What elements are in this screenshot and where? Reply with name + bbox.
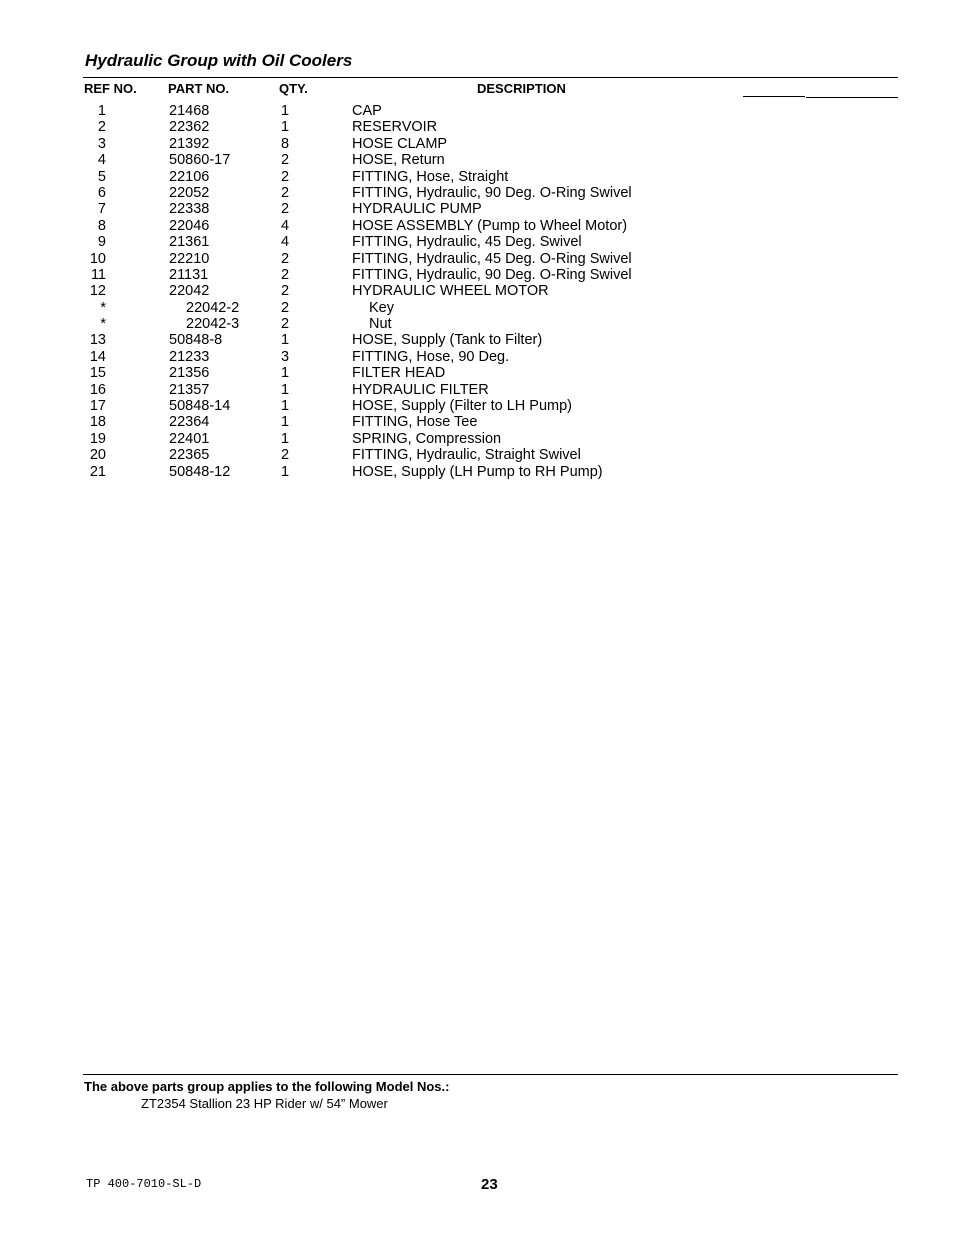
parts-row xyxy=(0,169,954,185)
part-no-cell: 50848-8 xyxy=(169,332,223,349)
document-code: TP 400-7010-SL-D xyxy=(86,1177,202,1191)
description-cell: FITTING, Hose Tee xyxy=(352,414,478,431)
column-header-part-no: PART NO. xyxy=(168,81,230,96)
part-no-cell: 22401 xyxy=(169,430,210,447)
qty-cell: 3 xyxy=(281,348,290,365)
qty-cell: 2 xyxy=(281,299,290,316)
qty-cell: 2 xyxy=(281,316,290,333)
description-cell: RESERVOIR xyxy=(352,119,438,136)
description-cell: HOSE, Supply (Tank to Filter) xyxy=(352,332,543,349)
parts-row xyxy=(0,234,954,250)
description-cell: HOSE CLAMP xyxy=(352,135,448,152)
ref-no-cell: 5 xyxy=(97,168,106,185)
description-cell: FITTING, Hydraulic, 45 Deg. Swivel xyxy=(352,234,582,251)
ref-no-cell: 12 xyxy=(89,283,106,300)
parts-row xyxy=(0,267,954,283)
qty-cell: 2 xyxy=(281,283,290,300)
description-cell: FITTING, Hydraulic, 90 Deg. O-Ring Swivel xyxy=(352,266,632,283)
qty-cell: 1 xyxy=(281,414,290,431)
column-header-qty: QTY. xyxy=(279,81,308,96)
parts-row xyxy=(0,365,954,381)
ref-no-cell: 10 xyxy=(89,250,106,267)
description-cell: FILTER HEAD xyxy=(352,365,446,382)
qty-cell: 1 xyxy=(281,463,290,480)
parts-row xyxy=(0,185,954,201)
qty-cell: 2 xyxy=(281,168,290,185)
part-no-cell: 22052 xyxy=(169,184,210,201)
parts-row xyxy=(0,283,954,299)
column-header-description: DESCRIPTION xyxy=(477,81,566,96)
parts-row xyxy=(0,398,954,414)
parts-row xyxy=(0,201,954,217)
qty-cell: 1 xyxy=(281,332,290,349)
ref-no-cell: 18 xyxy=(89,414,106,431)
ref-no-cell: 17 xyxy=(89,398,106,415)
header-rule xyxy=(83,77,898,78)
part-no-cell: 22364 xyxy=(169,414,210,431)
part-no-cell: 21361 xyxy=(169,234,210,251)
applies-to-label: The above parts group applies to the following Model Nos.: xyxy=(84,1079,450,1094)
part-no-cell: 50848-12 xyxy=(169,463,231,480)
ref-no-cell: * xyxy=(100,316,106,333)
qty-cell: 1 xyxy=(281,381,290,398)
ref-no-cell: 7 xyxy=(97,201,106,218)
description-cell: HOSE, Return xyxy=(352,152,445,169)
part-no-cell: 22338 xyxy=(169,201,210,218)
parts-row xyxy=(0,431,954,447)
ref-no-cell: 4 xyxy=(97,152,106,169)
parts-row xyxy=(0,251,954,267)
part-no-cell: 22210 xyxy=(169,250,210,267)
part-no-cell: 21357 xyxy=(169,381,210,398)
model-number: ZT2354 Stallion 23 HP Rider w/ 54” Mower xyxy=(141,1096,388,1111)
part-no-cell: 21233 xyxy=(169,348,210,365)
header-underline-short xyxy=(743,96,805,97)
qty-cell: 4 xyxy=(281,217,290,234)
qty-cell: 1 xyxy=(281,119,290,136)
footer-rule xyxy=(83,1074,898,1075)
parts-row xyxy=(0,103,954,119)
part-no-cell: 22106 xyxy=(169,168,210,185)
part-no-cell: 21356 xyxy=(169,365,210,382)
qty-cell: 4 xyxy=(281,234,290,251)
ref-no-cell: 2 xyxy=(97,119,106,136)
parts-row xyxy=(0,218,954,234)
parts-row xyxy=(0,332,954,348)
description-cell: HYDRAULIC FILTER xyxy=(352,381,489,398)
parts-subrow xyxy=(0,300,954,316)
description-cell: Nut xyxy=(369,316,392,333)
qty-cell: 2 xyxy=(281,201,290,218)
parts-row xyxy=(0,447,954,463)
parts-row xyxy=(0,464,954,480)
part-no-cell: 21392 xyxy=(169,135,210,152)
parts-row xyxy=(0,119,954,135)
part-no-cell: 22042-2 xyxy=(186,299,240,316)
ref-no-cell: 14 xyxy=(89,348,106,365)
qty-cell: 2 xyxy=(281,250,290,267)
ref-no-cell: 21 xyxy=(89,463,106,480)
column-header-ref-no: REF NO. xyxy=(84,81,137,96)
ref-no-cell: 13 xyxy=(89,332,106,349)
ref-no-cell: 16 xyxy=(89,381,106,398)
part-no-cell: 21468 xyxy=(169,103,210,119)
ref-no-cell: 11 xyxy=(90,266,106,283)
ref-no-cell: 8 xyxy=(97,217,106,234)
description-cell: Key xyxy=(369,299,394,316)
description-cell: CAP xyxy=(352,103,382,119)
ref-no-cell: 1 xyxy=(97,103,106,119)
part-no-cell: 22042 xyxy=(169,283,210,300)
parts-list xyxy=(0,103,954,480)
parts-row xyxy=(0,382,954,398)
parts-subrow xyxy=(0,316,954,332)
ref-no-cell: * xyxy=(100,299,106,316)
ref-no-cell: 19 xyxy=(89,430,106,447)
description-cell: FITTING, Hydraulic, 45 Deg. O-Ring Swivel xyxy=(352,250,632,267)
description-cell: FITTING, Hose, Straight xyxy=(352,168,509,185)
qty-cell: 1 xyxy=(281,365,290,382)
part-no-cell: 50848-14 xyxy=(169,398,231,415)
description-cell: HYDRAULIC WHEEL MOTOR xyxy=(352,283,549,300)
part-no-cell: 21131 xyxy=(169,266,209,283)
ref-no-cell: 15 xyxy=(89,365,106,382)
description-cell: HOSE ASSEMBLY (Pump to Wheel Motor) xyxy=(352,217,628,234)
description-cell: HOSE, Supply (Filter to LH Pump) xyxy=(352,398,572,415)
ref-no-cell: 6 xyxy=(97,184,106,201)
description-cell: HYDRAULIC PUMP xyxy=(352,201,482,218)
parts-row xyxy=(0,152,954,168)
description-cell: FITTING, Hydraulic, 90 Deg. O-Ring Swivel xyxy=(352,184,632,201)
part-no-cell: 22042-3 xyxy=(186,316,240,333)
part-no-cell: 22362 xyxy=(169,119,210,136)
header-underline-long xyxy=(806,97,898,98)
parts-row xyxy=(0,136,954,152)
part-no-cell: 22365 xyxy=(169,447,210,464)
parts-row xyxy=(0,349,954,365)
qty-cell: 1 xyxy=(281,103,290,119)
description-cell: HOSE, Supply (LH Pump to RH Pump) xyxy=(352,463,603,480)
qty-cell: 2 xyxy=(281,266,290,283)
description-cell: SPRING, Compression xyxy=(352,430,502,447)
section-title: Hydraulic Group with Oil Coolers xyxy=(85,51,353,70)
description-cell: FITTING, Hydraulic, Straight Swivel xyxy=(352,447,581,464)
ref-no-cell: 9 xyxy=(97,234,106,251)
qty-cell: 8 xyxy=(281,135,290,152)
ref-no-cell: 3 xyxy=(97,135,106,152)
page-number: 23 xyxy=(481,1176,498,1193)
part-no-cell: 50860-17 xyxy=(169,152,231,169)
description-cell: FITTING, Hose, 90 Deg. xyxy=(352,348,510,365)
qty-cell: 1 xyxy=(281,430,290,447)
parts-row xyxy=(0,414,954,430)
qty-cell: 1 xyxy=(281,398,290,415)
ref-no-cell: 20 xyxy=(89,447,106,464)
qty-cell: 2 xyxy=(281,152,290,169)
qty-cell: 2 xyxy=(281,447,290,464)
qty-cell: 2 xyxy=(281,184,290,201)
part-no-cell: 22046 xyxy=(169,217,210,234)
